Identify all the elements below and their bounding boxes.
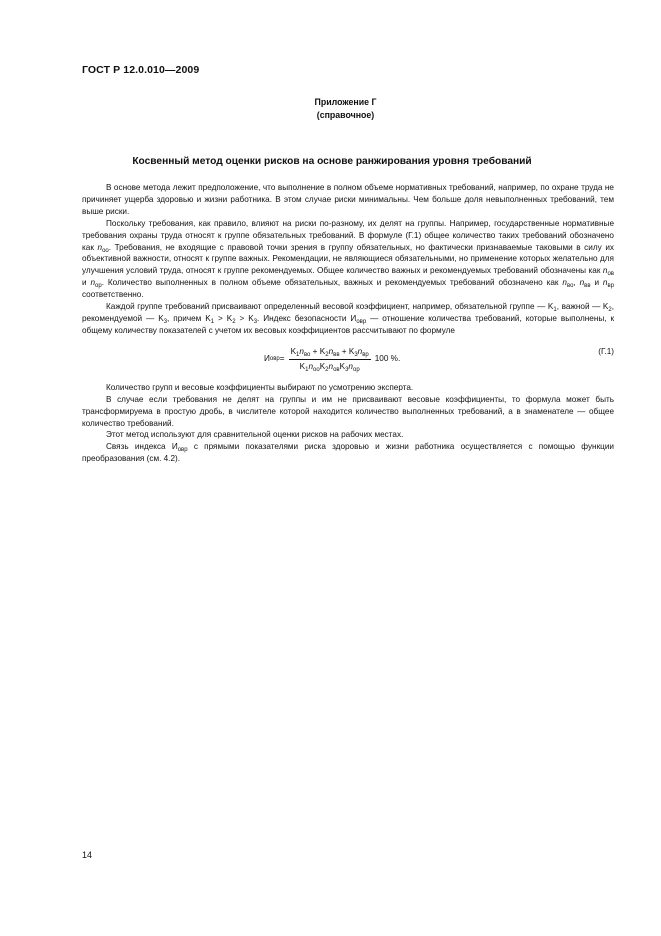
document-header: ГОСТ Р 12.0.010—2009 [82, 64, 200, 76]
paragraph-4: Количество групп и весовые коэффициенты выбирают по усмотрению эксперта. [106, 382, 414, 392]
paragraph-6: Этот метод используют для сравнительной оценки рисков на рабочих местах. [106, 430, 404, 440]
formula-denominator: $K_1n_{оо}K_2n_{ов}K_3n_{ор}$ [299, 361, 360, 373]
paragraph-7: Связь индекса $И_{овр}$ с прямыми показателями риска здоровью и жизни работника осуществляется с помощью функции преобразования (см. 4.2). [82, 442, 614, 464]
document-body [82, 182, 614, 465]
formula-numerator: $K_1n_{во} + K_2n_{вв} + K_3n_{вр}$ [290, 346, 369, 358]
formula-block [82, 340, 614, 380]
appendix-title: Приложение Г [314, 97, 377, 107]
paragraph-1: В основе метода лежит предположение, что выполнение в полном объеме нормативных требований, например, по охране труда не причиняет ущерба здоровью и жизни работника. В этом случае риски минимальны. Чем больше доля невыполненных требований, тем выше риски. [82, 183, 614, 216]
paragraph-2: Поскольку требования, как правило, влияют на риски по-разному, их делят на группы. Например, государственные нормативные требования охраны труда относят к группе обязательных требований. В формуле (Г.1) общее количество таких требований обозначено как $n_{оо}$. Требования, не входящие с правовой точки зрения в группу обязательных, но фактически признаваемые таковыми в силу их объективной важности, относят к группе важных. Рекомендации, не являющиеся обязательными, но применение которых желательно для улучшения условий труда, относят к группе рекомендуемых. Общее количество важных и рекомендуемых требований обозначены как $n_{ов}$ и $n_{ор}$. Количество выполненных в полном объеме обязательных, важных и рекомендуемых требований обозначено как $n_{во}$, $n_{вв}$ и $n_{вр}$ соответственно. [82, 218, 615, 300]
paragraph-5: В случае если требования не делят на группы и им не присваивают весовые коэффициенты, то формула может быть трансформируема в простую дробь, в числителе которой находится количество выполненных требований, а в знаменателе — общее количество требований. [82, 394, 614, 428]
paragraph-3: Каждой группе требований присваивают определенный весовой коэффициент, например, обязательной группе — $K_1$, важной — $K_2$, рекомендуемой — $K_3$, причем $K_1 > K_2 > K_3$. Индекс безопасности $И_{овр}$ — отношение количества требований, которые выполнены, к общему количеству показателей с учетом их весовых коэффициентов рассчитывают по формуле [82, 302, 615, 335]
page-number: 14 [82, 850, 93, 860]
formula-fraction [289, 346, 371, 373]
section-title: Косвенный метод оценки рисков на основе ранжирования уровня требований [132, 156, 532, 167]
formula-expression: И овр = $\frac{K_1n_{во} + K_2n_{вв} + K_3n_{вр}}{K_1n_{оо}K_2n_{ов}K_3n_{ор}}$ 100 %. [264, 346, 401, 373]
formula-number: (Г.1) [598, 346, 614, 356]
appendix-heading [0, 96, 661, 122]
appendix-subtitle: (справочное) [316, 110, 375, 120]
